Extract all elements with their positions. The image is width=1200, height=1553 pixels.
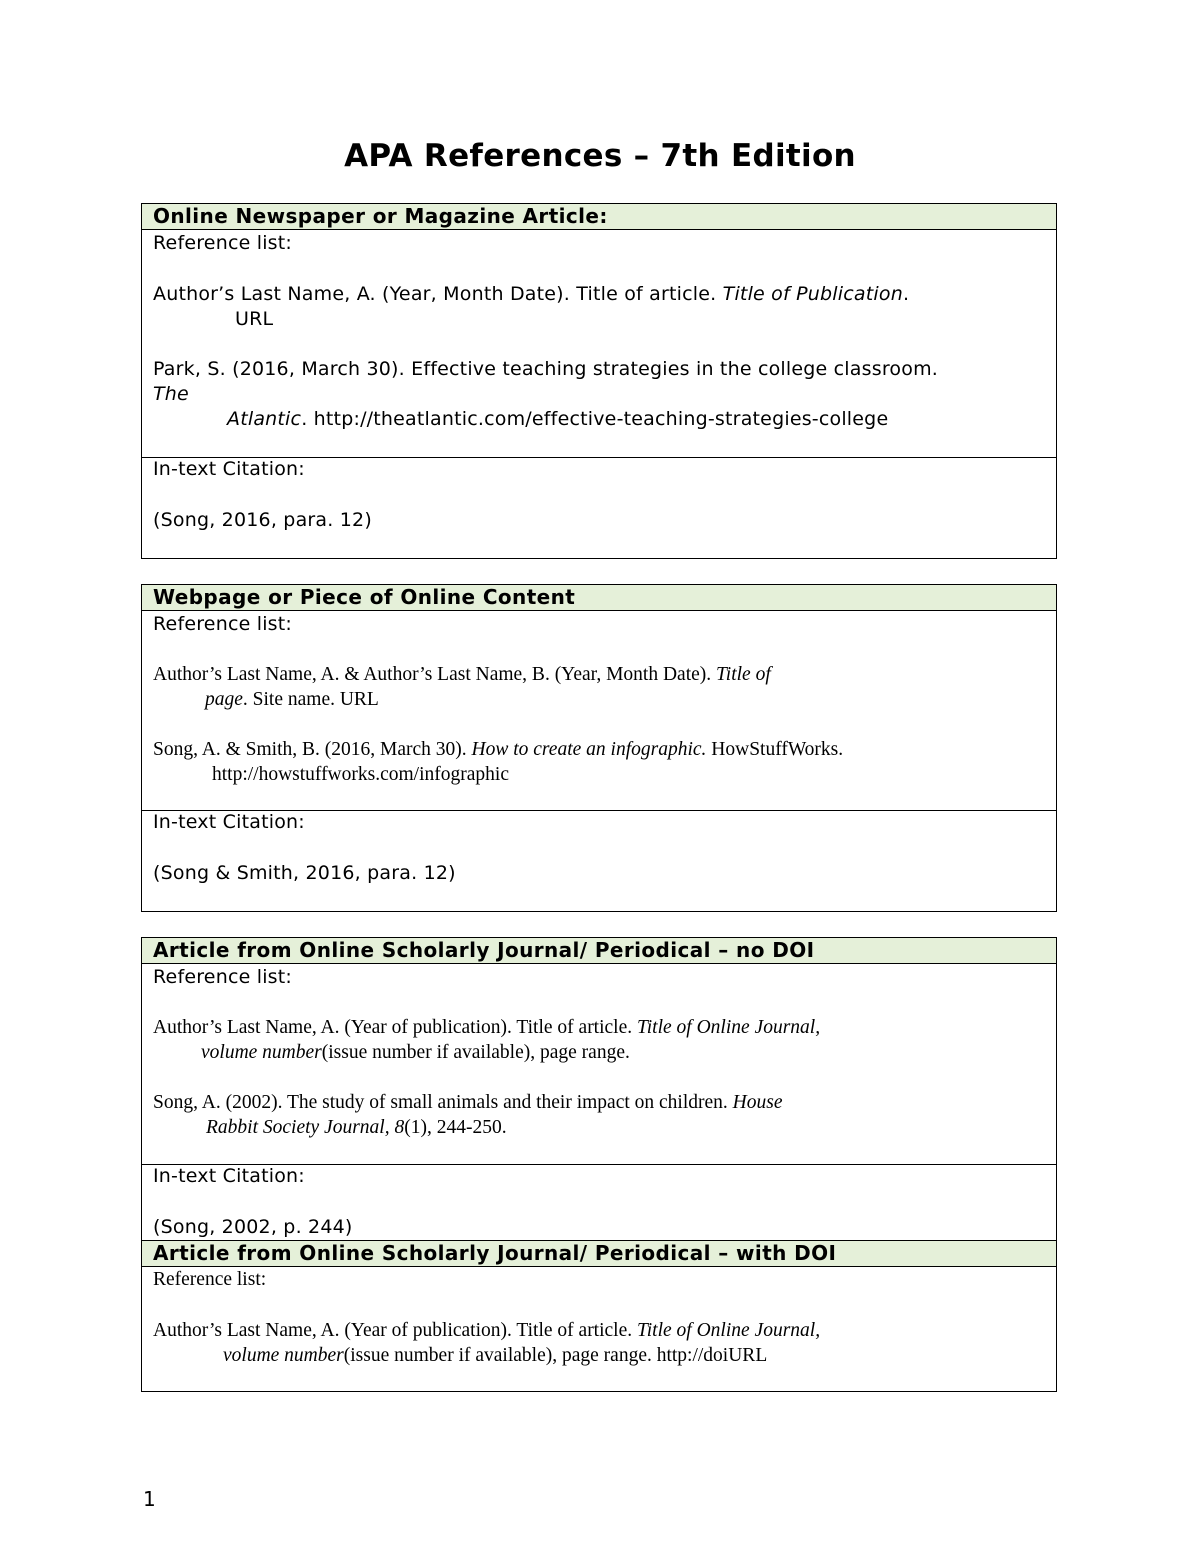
- section-heading: Article from Online Scholarly Journal/ Periodical – with DOI: [142, 1241, 1056, 1267]
- reference-list-label: Reference list:: [153, 613, 293, 635]
- section-journal-with-doi: [141, 1240, 1057, 1392]
- reference-example-line: http://howstuffworks.com/infographic: [212, 764, 509, 785]
- intext-citation-cell: [142, 810, 1056, 910]
- intext-citation-label: In-text Citation:: [153, 811, 305, 833]
- intext-citation-label: In-text Citation:: [153, 1165, 305, 1187]
- intext-citation-label: In-text Citation:: [153, 458, 305, 480]
- intext-citation-example: (Song & Smith, 2016, para. 12): [153, 862, 456, 884]
- reference-list-cell: [142, 964, 1056, 1164]
- reference-example-line: Atlantic. http://theatlantic.com/effective-teaching-strategies-college: [227, 408, 889, 430]
- reference-format-line: Author’s Last Name, A. (Year, Month Date). Title of article. Title of Publication.: [153, 283, 910, 305]
- section-heading: Article from Online Scholarly Journal/ Periodical – no DOI: [142, 938, 1056, 964]
- reference-format-line: Author’s Last Name, A. & Author’s Last Name, B. (Year, Month Date). Title of: [153, 664, 771, 685]
- reference-example-line: Park, S. (2016, March 30). Effective teaching strategies in the college classroom.: [153, 358, 939, 380]
- reference-format-line: volume number(issue number if available), page range.: [201, 1042, 630, 1063]
- reference-list-label: Reference list:: [153, 966, 293, 988]
- reference-example-line: Song, A. & Smith, B. (2016, March 30). How to create an infographic. HowStuffWorks.: [153, 739, 844, 760]
- section-heading: Webpage or Piece of Online Content: [142, 585, 1056, 611]
- reference-format-line: Author’s Last Name, A. (Year of publication). Title of article. Title of Online Journal,: [153, 1017, 821, 1038]
- reference-format-line: Author’s Last Name, A. (Year of publication). Title of article. Title of Online Journal,: [153, 1320, 821, 1341]
- section-webpage-content: [141, 584, 1057, 912]
- page-title: APA References – 7th Edition: [344, 138, 856, 174]
- reference-example-line: The: [153, 383, 189, 405]
- reference-format-line: URL: [235, 308, 274, 330]
- intext-citation-cell: [142, 457, 1056, 557]
- reference-list-label: Reference list:: [153, 232, 293, 254]
- reference-list-label: Reference list:: [153, 1269, 267, 1290]
- intext-citation-example: (Song, 2002, p. 244): [153, 1216, 353, 1238]
- reference-list-cell: [142, 1267, 1056, 1387]
- reference-list-cell: [142, 230, 1056, 457]
- section-online-newspaper: [141, 203, 1057, 559]
- reference-example-line: Rabbit Society Journal, 8(1), 244-250.: [206, 1117, 507, 1138]
- reference-format-line: volume number(issue number if available), page range. http://doiURL: [223, 1345, 768, 1366]
- section-heading: Online Newspaper or Magazine Article:: [142, 204, 1056, 230]
- reference-format-line: page. Site name. URL: [205, 689, 379, 710]
- reference-list-cell: [142, 611, 1056, 810]
- section-journal-no-doi: [141, 937, 1057, 1242]
- intext-citation-cell: [142, 1164, 1056, 1241]
- intext-citation-example: (Song, 2016, para. 12): [153, 509, 372, 531]
- page-number: 1: [143, 1487, 156, 1511]
- reference-example-line: Song, A. (2002). The study of small animals and their impact on children. House: [153, 1092, 783, 1113]
